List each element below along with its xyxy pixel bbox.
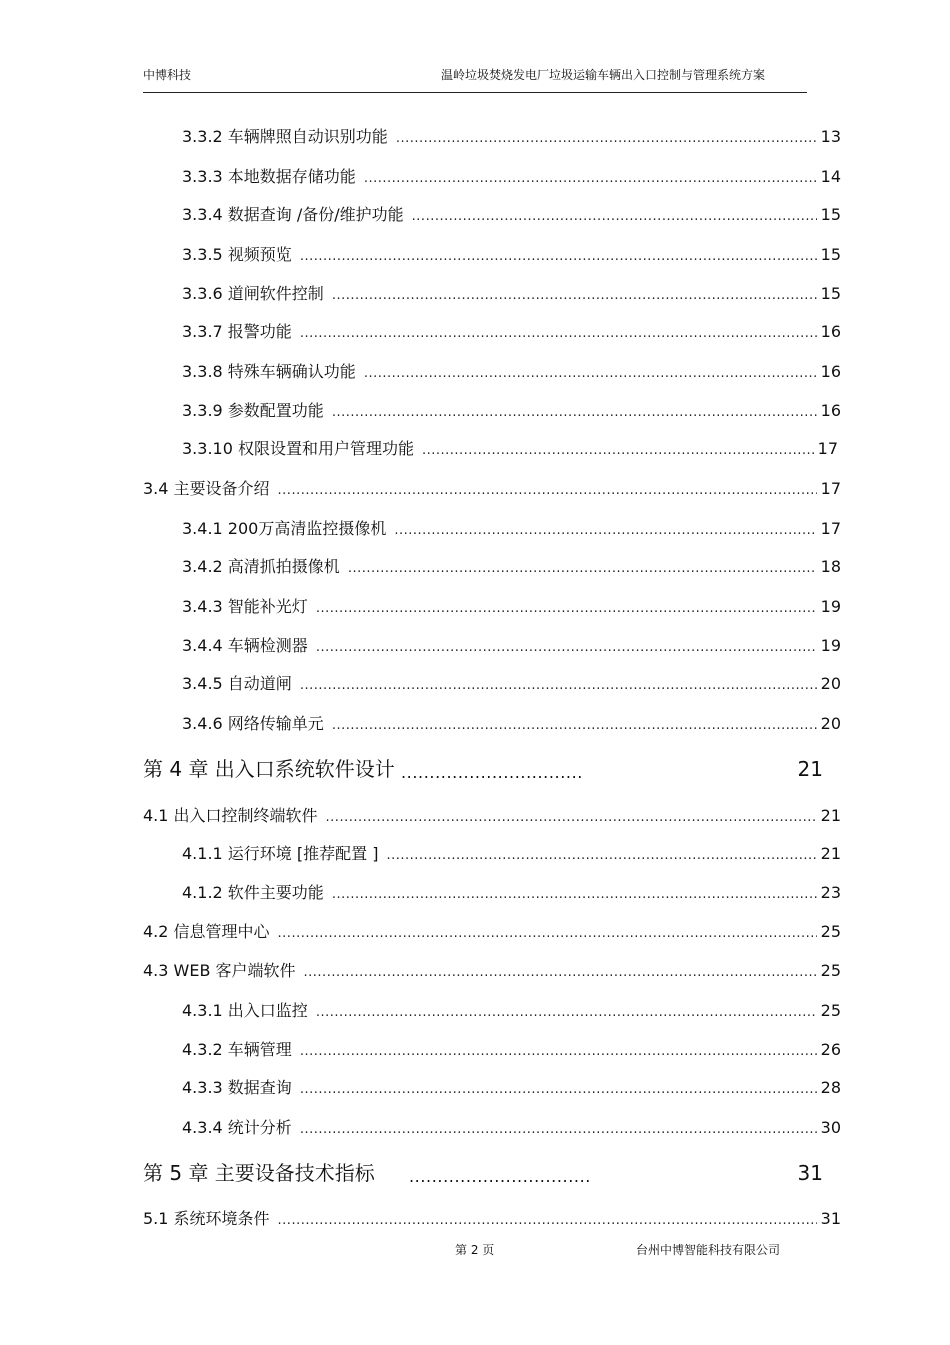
toc-entry: 3.4.3 智能补光灯 ..... 19 (182, 597, 841, 619)
toc-entry: 3.3.8 特殊车辆确认功能 ..... 16 (182, 362, 841, 384)
toc-entry: 4.3.1 出入口监控 ..... 25 (182, 1001, 841, 1023)
toc-entry: 3.3.3 本地数据存储功能 ..... 14 (182, 167, 841, 189)
toc-entry: 4.3.2 车辆管理 ..... 26 (182, 1040, 841, 1062)
header-rule (143, 92, 807, 93)
toc-section: 3.4 主要设备介绍 ..... 17 (143, 479, 841, 501)
toc-entry: 4.1.1 运行环境 [推荐配置 ] ..... 21 (182, 844, 841, 866)
toc-entry: 3.3.9 参数配置功能 ..... 16 (182, 401, 841, 423)
toc-entry: 3.3.4 数据查询 /备份/维护功能 ..... 15 (182, 205, 841, 227)
toc-entry: 3.4.1 200万高清监控摄像机 ..... 17 (182, 519, 841, 541)
toc-entry: 3.3.6 道闸软件控制 ..... 15 (182, 284, 841, 306)
toc-entry: 3.4.2 高清抓拍摄像机 ..... 18 (182, 557, 841, 579)
toc-entry: 3.3.2 车辆牌照自动识别功能 ..... 13 (182, 127, 841, 149)
toc-entry: 3.3.7 报警功能 ..... 16 (182, 322, 841, 344)
toc-entry: 3.3.10 权限设置和用户管理功能 ..... 17 (182, 439, 838, 461)
footer-company: 台州中博智能科技有限公司 (636, 1243, 781, 1257)
toc-entry: 3.4.6 网络传输单元 ..... 20 (182, 714, 841, 736)
document-page: 中博科技 温岭垃圾焚烧发电厂垃圾运输车辆出入口控制与管理系统方案 3.3.2 车辆牌照自动识别功能 ..... 13 3.3.3 本地数据存储功能 ..... 14 3.3.4 数据查询 /备份/维护功能 ..... 15 3.3.5 视频预览 ..... 15 3.3.6 道闸软件控制 ..... 15 3.3.7 报警功能 ..... 16 3.3.8 特殊车辆确认功能 ..... 16 3.3.9 参数配置功能 ..... 16 3.3.10 权限设置和用户管理功能 ..... 17 3.4 主要设备介绍 ..... 17 3.4.1 200万高清监控摄像机 ..... 17 3.4.2 高清抓拍摄像机 ..... 18 3.4.3 智能补光灯 ..... 19 3.4.4 车辆检测器 ..... 19 3.4.5 自动道闸 ..... 20 3.4.6 网络传输单元 ..... 20 第 4 章 出入口系统软件设计 ................................ 21 4.1 出入口控制终端软件 ..... 21 4.1.1 运行环境 [推荐配置 ] ..... 21 4.1.2 软件主要功能 ..... 23 4.2 信息管理中心 ..... 25 4.3 WEB 客户端软件 ..... 25 4.3.1 出入口监控 ..... 25 4.3.2 车辆管理 ..... 26 4.3.3 数据查询 ..... 28 4.3.4 统计分析 ..... 30 第 5 章 主要设备技术指标 ................................ 31 5.1 系统环境条件 ..... 31 第 2 页 台州中博智能科技有限公司 (0, 0, 950, 1345)
header-company: 中博科技 (143, 68, 192, 82)
toc-section: 4.1 出入口控制终端软件 ..... 21 (143, 806, 841, 828)
toc-entry: 3.4.5 自动道闸 ..... 20 (182, 674, 841, 696)
toc-entry: 3.4.4 车辆检测器 ..... 19 (182, 636, 841, 658)
toc-entry: 3.3.5 视频预览 ..... 15 (182, 245, 841, 267)
toc-entry: 4.3.3 数据查询 ..... 28 (182, 1078, 841, 1100)
toc-entry: 4.3.4 统计分析 ..... 30 (182, 1118, 841, 1140)
header-doc-title: 温岭垃圾焚烧发电厂垃圾运输车辆出入口控制与管理系统方案 (440, 68, 765, 82)
toc-entry: 4.1.2 软件主要功能 ..... 23 (182, 883, 841, 905)
footer-page-number: 第 2 页 (455, 1243, 495, 1257)
toc-section: 4.2 信息管理中心 ..... 25 (143, 922, 841, 944)
toc-section: 4.3 WEB 客户端软件 ..... 25 (143, 961, 841, 983)
toc-section: 5.1 系统环境条件 ..... 31 (143, 1209, 841, 1231)
